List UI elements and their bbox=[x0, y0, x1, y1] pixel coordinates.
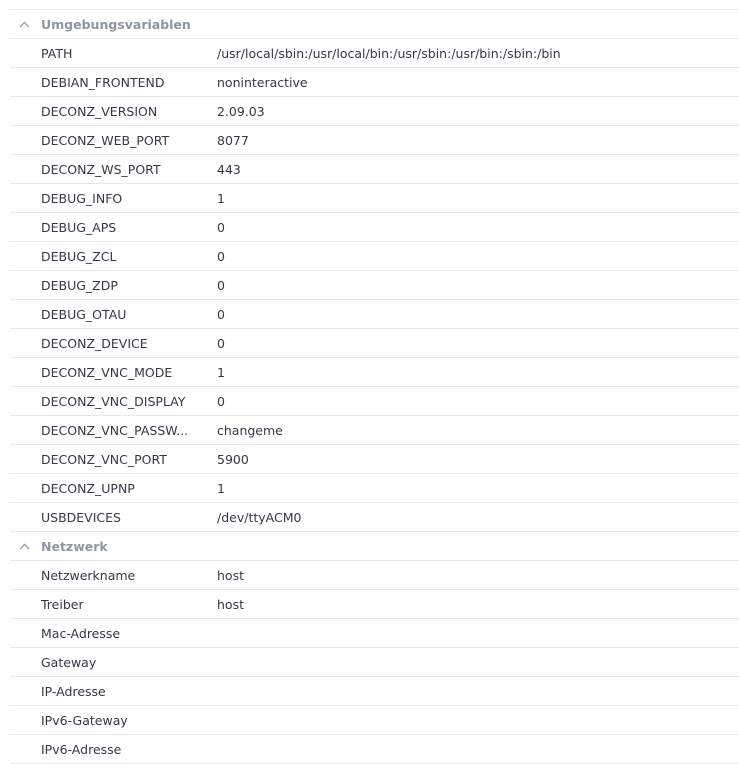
env-key: DEBUG_ZCL bbox=[41, 248, 117, 264]
env-row bbox=[10, 300, 739, 329]
env-row bbox=[10, 97, 739, 126]
env-rows bbox=[10, 39, 739, 532]
network-rows bbox=[10, 561, 739, 764]
env-row bbox=[10, 39, 739, 68]
env-row bbox=[10, 68, 739, 97]
env-value: changeme bbox=[217, 422, 283, 438]
network-row bbox=[10, 619, 739, 648]
network-key: IP-Adresse bbox=[41, 683, 106, 699]
env-key: DECONZ_WEB_PORT bbox=[41, 132, 170, 148]
network-row bbox=[10, 648, 739, 677]
network-key: Netzwerkname bbox=[41, 567, 136, 583]
network-key: Mac-Adresse bbox=[41, 625, 121, 641]
network-row bbox=[10, 677, 739, 706]
env-value: 0 bbox=[217, 277, 225, 293]
env-row bbox=[10, 184, 739, 213]
env-value: 0 bbox=[217, 335, 225, 351]
env-value: 1 bbox=[217, 364, 225, 380]
network-key: Gateway bbox=[41, 654, 97, 670]
env-key: DEBUG_OTAU bbox=[41, 306, 127, 322]
env-value: 0 bbox=[217, 219, 225, 235]
env-row bbox=[10, 416, 739, 445]
env-row bbox=[10, 271, 739, 300]
env-value: 0 bbox=[217, 306, 225, 322]
env-value: 1 bbox=[217, 480, 225, 496]
section-title: Umgebungsvariablen bbox=[41, 16, 191, 32]
network-row bbox=[10, 735, 739, 764]
details-panel bbox=[10, 0, 739, 764]
env-value: noninteractive bbox=[217, 74, 308, 90]
env-value: /usr/local/sbin:/usr/local/bin:/usr/sbin:/usr/bin:/sbin:/bin bbox=[217, 45, 561, 61]
env-row bbox=[10, 155, 739, 184]
env-key: USBDEVICES bbox=[41, 509, 121, 525]
env-key: DECONZ_VNC_DISPLAY bbox=[41, 393, 186, 409]
env-key: DECONZ_WS_PORT bbox=[41, 161, 161, 177]
env-key: DEBUG_ZDP bbox=[41, 277, 118, 293]
env-value: 0 bbox=[217, 393, 225, 409]
env-value: 443 bbox=[217, 161, 241, 177]
env-row bbox=[10, 503, 739, 532]
network-value: host bbox=[217, 596, 244, 612]
network-row bbox=[10, 590, 739, 619]
env-row bbox=[10, 242, 739, 271]
env-value: 8077 bbox=[217, 132, 249, 148]
env-row bbox=[10, 445, 739, 474]
env-value: /dev/ttyACM0 bbox=[217, 509, 302, 525]
env-key: DEBUG_APS bbox=[41, 219, 117, 235]
env-value: 5900 bbox=[217, 451, 249, 467]
network-value: host bbox=[217, 567, 244, 583]
section-header-umgebungsvariablen[interactable] bbox=[10, 10, 739, 39]
env-key: DECONZ_VERSION bbox=[41, 103, 158, 119]
chevron-up-icon bbox=[10, 543, 41, 550]
chevron-up-icon bbox=[10, 21, 41, 28]
section-title: Netzwerk bbox=[41, 538, 108, 554]
network-key: Treiber bbox=[41, 596, 84, 612]
env-row bbox=[10, 126, 739, 155]
env-key: DECONZ_DEVICE bbox=[41, 335, 148, 351]
env-row bbox=[10, 358, 739, 387]
env-row bbox=[10, 213, 739, 242]
env-value: 0 bbox=[217, 248, 225, 264]
env-key: DECONZ_UPNP bbox=[41, 480, 135, 496]
env-key: DECONZ_VNC_PORT bbox=[41, 451, 167, 467]
env-key: DECONZ_VNC_PASSW... bbox=[41, 422, 189, 438]
section-header-netzwerk[interactable] bbox=[10, 532, 739, 561]
env-value: 2.09.03 bbox=[217, 103, 265, 119]
network-row bbox=[10, 561, 739, 590]
env-value: 1 bbox=[217, 190, 225, 206]
network-key: IPv6-Gateway bbox=[41, 712, 128, 728]
env-row bbox=[10, 329, 739, 358]
env-row bbox=[10, 474, 739, 503]
env-key: DECONZ_VNC_MODE bbox=[41, 364, 173, 380]
top-divider bbox=[10, 0, 739, 10]
env-key: DEBIAN_FRONTEND bbox=[41, 74, 165, 90]
env-key: DEBUG_INFO bbox=[41, 190, 123, 206]
env-key: PATH bbox=[41, 45, 73, 61]
network-row bbox=[10, 706, 739, 735]
network-key: IPv6-Adresse bbox=[41, 741, 122, 757]
env-row bbox=[10, 387, 739, 416]
